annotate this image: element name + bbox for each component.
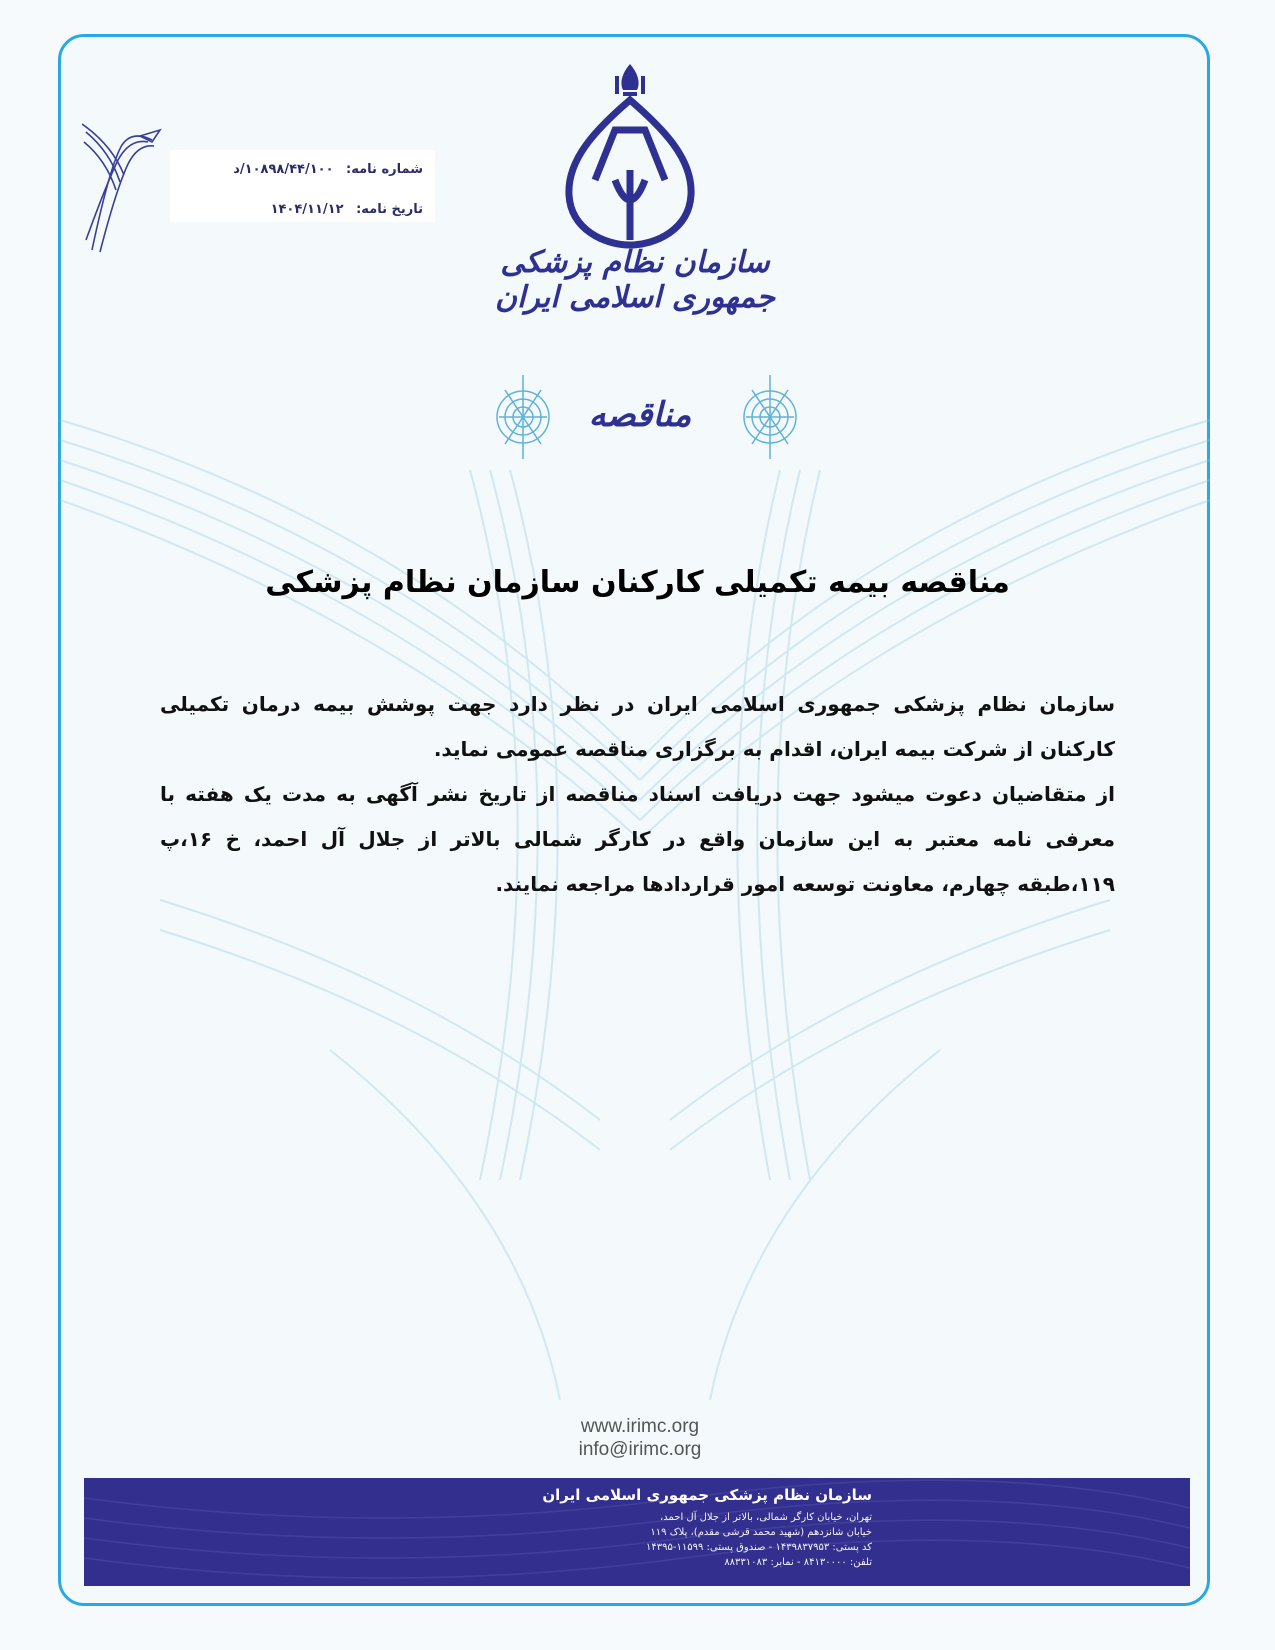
tender-title: مناقصه — [588, 395, 692, 435]
letter-number-label: شماره نامه: — [346, 162, 423, 177]
email-link[interactable]: info@irimc.org — [578, 1439, 702, 1460]
footer-postal-line: کد پستی: ۱۴۳۹۸۳۷۹۵۳ - صندوق پستی: ۱۱۵۹۹-۱۴۳۹۵ — [646, 1542, 872, 1553]
footer-org-name: سازمان نظام پزشکی جمهوری اسلامی ایران — [542, 1486, 872, 1504]
footer-band — [84, 1478, 1190, 1586]
organization-name-logotype: سازمان نظام پزشکی جمهوری اسلامی ایران — [494, 245, 776, 315]
footer-phone-line: تلفن: ۸۴۱۳۰۰۰۰ - نمابر: ۸۸۳۳۱۰۸۳ — [724, 1557, 872, 1568]
letter-number-row — [233, 162, 423, 177]
letter-number-value: ۱۰۸۹۸/۴۴/۱۰۰/د — [233, 162, 334, 177]
website-link[interactable]: www.irimc.org — [580, 1416, 700, 1437]
letter-date-row — [271, 202, 423, 217]
contact-block — [520, 1415, 760, 1461]
footer-address-line-2: خیابان شانزدهم (شهید محمد قرشی مقدم)، پلاک ۱۱۹ — [650, 1527, 872, 1538]
ornament-right-icon — [740, 370, 800, 465]
announcement-heading: مناقصه بیمه تکمیلی کارکنان سازمان نظام پزشکی — [265, 565, 1010, 600]
iran-medical-council-emblem — [555, 60, 705, 250]
ornament-left-icon — [493, 370, 553, 465]
footer-address-line-1: تهران، خیابان کارگر شمالی، بالاتر از جلال آل احمد، — [660, 1512, 872, 1523]
letter-date-label: تاریخ نامه: — [356, 202, 423, 217]
announcement-paragraph-1: سازمان نظام پزشکی جمهوری اسلامی ایران در نظر دارد جهت پوشش بیمه درمان تکمیلی کارکنان از شرکت بیمه ایران، اقدام به برگزاری مناقصه عمومی نماید. — [160, 692, 1115, 761]
phoenix-bird-icon — [82, 120, 162, 255]
announcement-paragraph-2: از متقاضیان دعوت میشود جهت دریافت اسناد مناقصه از تاریخ نشر آگهی به مدت یک هفته با معرفی نامه معتبر به این سازمان واقع در کارگر شمالی بالاتر از جلال آل احمد، خ ۱۶،پ ۱۱۹،طبقه چهارم، معاونت توسعه امور قراردادها مراجعه نمایند. — [160, 782, 1115, 896]
announcement-body — [160, 682, 1115, 907]
footer-address — [542, 1486, 872, 1570]
letter-reference-box — [170, 150, 435, 222]
letter-date-value: ۱۴۰۴/۱۱/۱۲ — [270, 202, 344, 217]
